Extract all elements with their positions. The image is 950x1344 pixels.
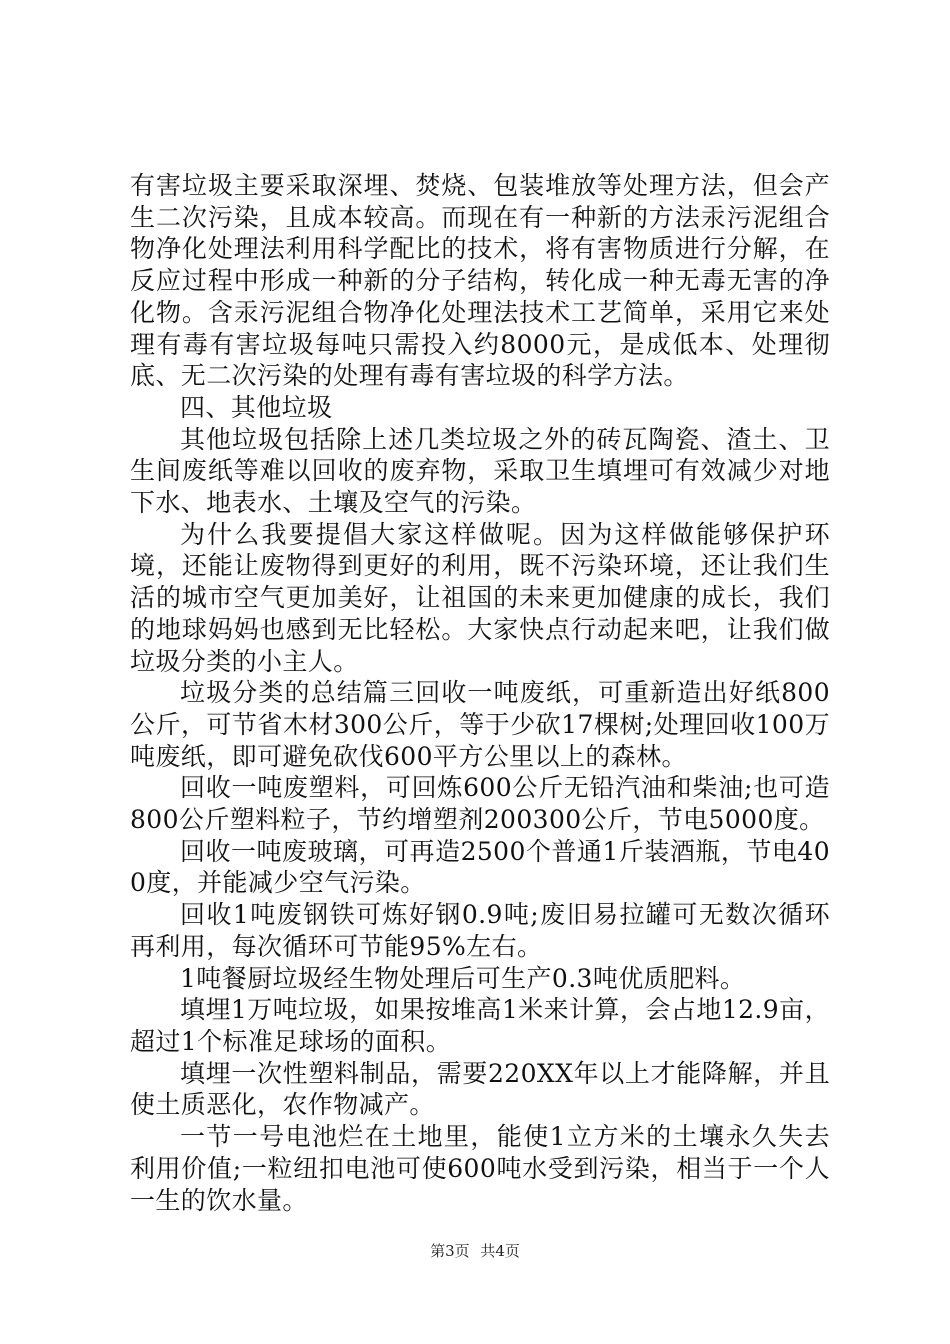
paragraph-plastic-degradation: 填埋一次性塑料制品，需要220XX年以上才能降解，并且使土质恶化，农作物减产。 bbox=[130, 1058, 830, 1120]
paragraph-recycle-glass: 回收一吨废玻璃，可再造2500个普通1斤装酒瓶，节电400度，并能减少空气污染。 bbox=[130, 836, 830, 898]
page-number: 第3页 bbox=[430, 1242, 470, 1260]
page-total: 共4页 bbox=[480, 1242, 520, 1260]
paragraph-other-waste: 其他垃圾包括除上述几类垃圾之外的砖瓦陶瓷、渣土、卫生间废纸等难以回收的废弃物，采取卫生填埋可有效减少对地下水、地表水、土壤及空气的污染。 bbox=[130, 424, 830, 518]
paragraph-recycle-steel: 回收1吨废钢铁可炼好钢0.9吨;废旧易拉罐可无数次循环再利用，每次循环可节能95%左右。 bbox=[130, 900, 830, 961]
paragraph-recycle-paper: 垃圾分类的总结篇三回收一吨废纸，可重新造出好纸800公斤，可节省木材300公斤，等于少砍17棵树;处理回收100万吨废纸，即可避免砍伐600平方公里以上的森林。 bbox=[130, 678, 830, 771]
paragraph-why-advocate: 为什么我要提倡大家这样做呢。因为这样做能够保护环境，还能让废物得到更好的利用，既不污染环境，还让我们生活的城市空气更加美好，让祖国的未来更加健康的成长，我们的地球妈妈也感到无比轻松。大家快点行动起来吧，让我们做垃圾分类的小主人。 bbox=[130, 519, 830, 676]
document-body bbox=[130, 170, 830, 1216]
paragraph-hazardous-waste: 有害垃圾主要采取深埋、焚烧、包装堆放等处理方法，但会产生二次污染，且成本较高。而现在有一种新的方法汞污泥组合物净化处理法利用科学配比的技术，将有害物质进行分解，在反应过程中形成一种新的分子结构，转化成一种无毒无害的净化物。含汞污泥组合物净化处理法技术工艺简单，采用它来处理有毒有害垃圾每吨只需投入约8000元，是成低本、处理彻底、无二次污染的处理有毒有害垃圾的科学方法。 bbox=[130, 171, 830, 391]
page-footer bbox=[0, 1241, 950, 1261]
paragraph-kitchen-waste: 1吨餐厨垃圾经生物处理后可生产0.3吨优质肥料。 bbox=[180, 963, 746, 993]
paragraph-battery-pollution: 一节一号电池烂在土地里，能使1立方米的土壤永久失去利用价值;一粒纽扣电池可使600吨水受到污染，相当于一个人一生的饮水量。 bbox=[130, 1122, 830, 1215]
section-heading-other-waste: 四、其他垃圾 bbox=[180, 392, 333, 422]
paragraph-recycle-plastic: 回收一吨废塑料，可回炼600公斤无铅汽油和柴油;也可造800公斤塑料粒子，节约增塑剂200300公斤，节电5000度。 bbox=[130, 773, 830, 835]
paragraph-landfill-area: 填埋1万吨垃圾，如果按堆高1米来计算，会占地12.9亩，超过1个标准足球场的面积。 bbox=[130, 995, 830, 1056]
